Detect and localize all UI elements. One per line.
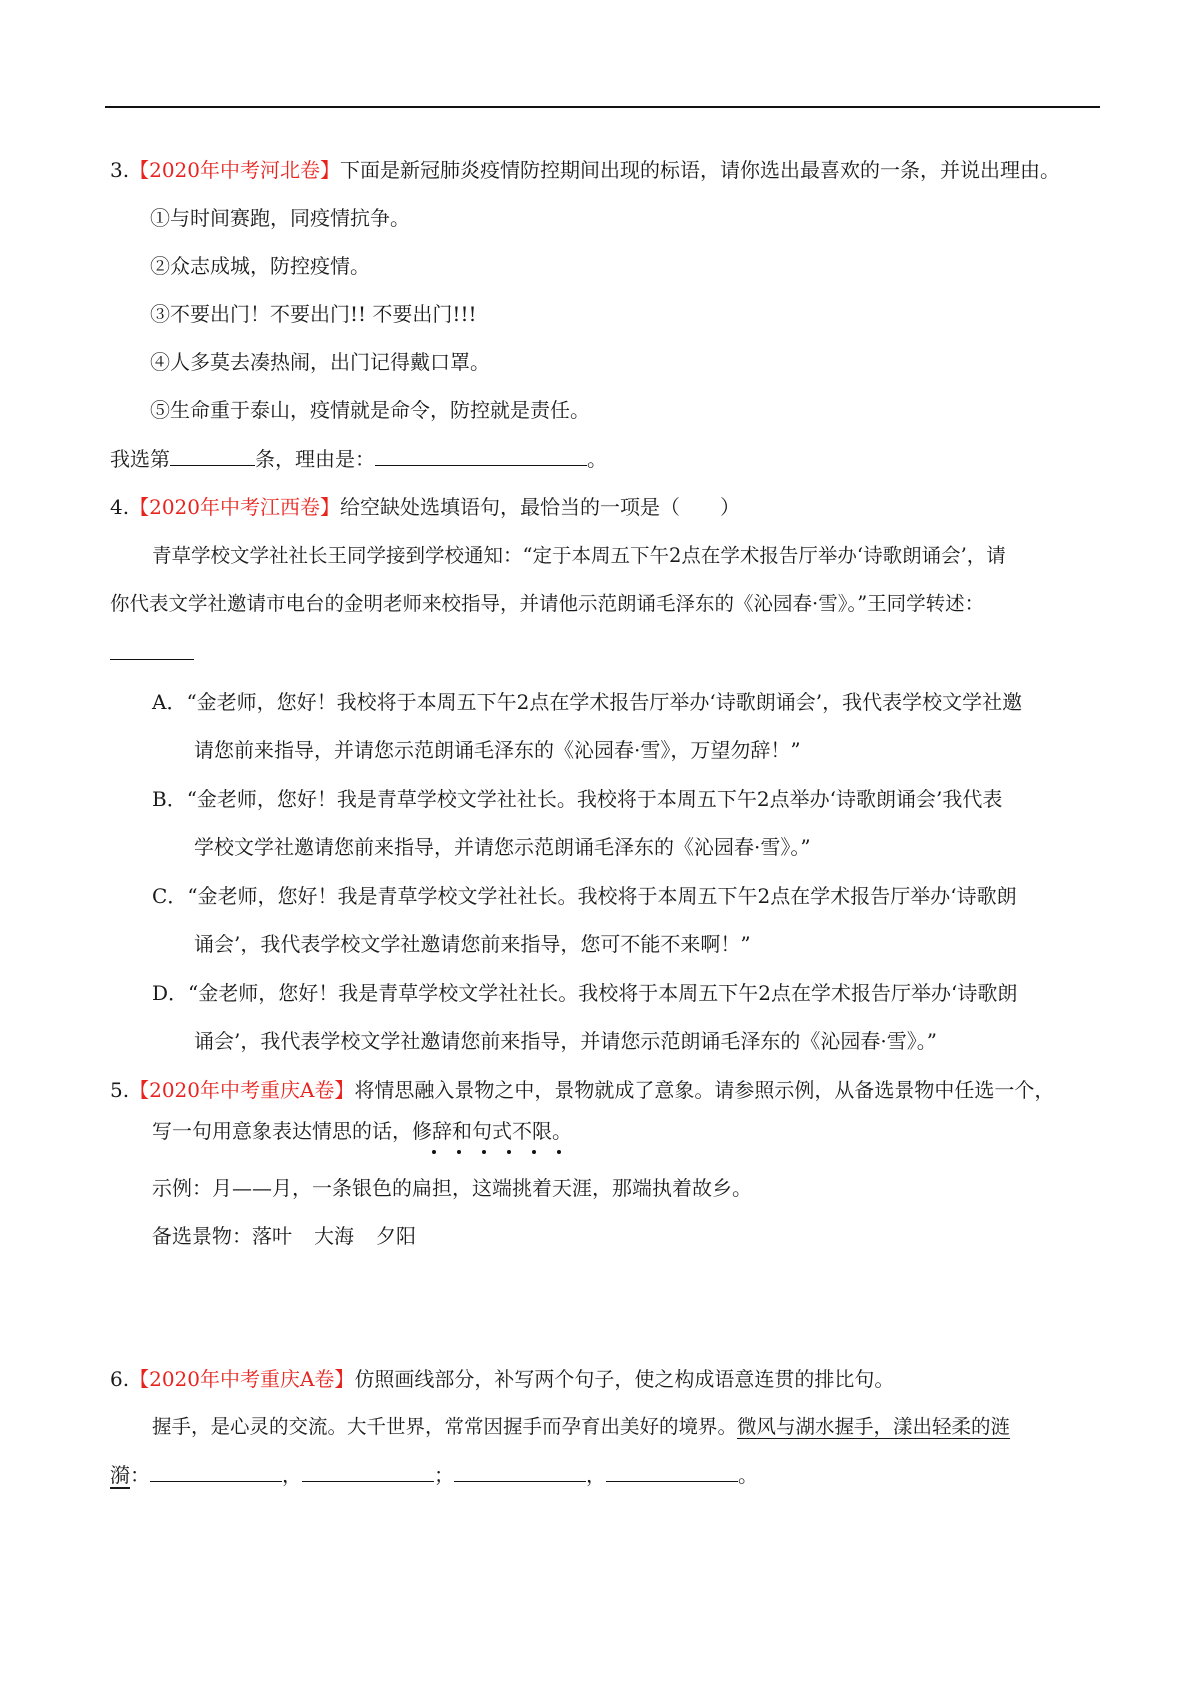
option-label: B．: [152, 787, 187, 811]
q4-option-b[interactable]: [152, 786, 1002, 812]
source-tag: 【2020年中考重庆A卷】: [129, 1078, 355, 1102]
q5-stem: [110, 1077, 1054, 1103]
answer-blank-3[interactable]: [454, 1463, 586, 1482]
q4-paragraph-line-2: 你代表文学社邀请市电台的金明老师来校指导，并请他示范朗诵毛泽东的《沁园春·雪》。”王同学转述：: [110, 592, 985, 615]
punctuation: ：: [130, 1463, 150, 1487]
choice-item: 落叶: [252, 1224, 292, 1248]
q4-option-c[interactable]: [152, 883, 1017, 909]
punctuation: ；: [434, 1463, 454, 1487]
option-text: “金老师，您好！我是青草学校文学社社长。我校将于本周五下午2点在学术报告厅举办‘诗歌朗: [188, 981, 1018, 1005]
answer-end: 。: [587, 447, 607, 471]
header-rule: [105, 106, 1100, 108]
question-number: 4.: [110, 495, 130, 519]
q6-stem: [110, 1366, 894, 1392]
q4-option-d-cont: 诵会’，我代表学校文学社邀请您前来指导，并请您示范朗诵毛泽东的《沁园春·雪》。”: [194, 1029, 937, 1053]
emphasis-dots: [432, 1139, 582, 1147]
choices-label: 备选景物：: [152, 1224, 252, 1248]
q3-answer-line: [110, 446, 607, 472]
q5-example: 示例：月——月，一条银色的扁担，这端挑着天涯，那端执着故乡。: [152, 1176, 752, 1200]
question-number: 3.: [110, 158, 130, 182]
source-tag: 【2020年中考重庆A卷】: [129, 1367, 355, 1391]
option-text: “金老师，您好！我是青草学校文学社社长。我校将于本周五下午2点举办‘诗歌朗诵会’我代表: [186, 787, 1003, 811]
q4-option-a[interactable]: [152, 689, 1022, 715]
option-label: A．: [152, 690, 187, 714]
question-number: 5.: [110, 1078, 130, 1102]
q3-item-2: ②众志成城，防控疫情。: [150, 254, 370, 278]
option-text: “金老师，您好！我是青草学校文学社社长。我校将于本周五下午2点在学术报告厅举办‘诗歌朗: [187, 884, 1017, 908]
q3-item-3: ③不要出门！不要出门!! 不要出门!!!: [150, 302, 477, 326]
answer-blank-2[interactable]: [302, 1463, 434, 1482]
choice-item: 大海: [314, 1224, 354, 1248]
q4-answer-blank[interactable]: [110, 641, 194, 660]
q5-choices: [152, 1223, 416, 1249]
q3-item-4: ④人多莫去凑热闹，出门记得戴口罩。: [150, 350, 490, 374]
q4-stem: [110, 494, 740, 520]
source-tag: 【2020年中考江西卷】: [129, 495, 340, 519]
punctuation: ，: [586, 1463, 606, 1487]
underlined-text: 微风与湖水握手，漾出轻柔的涟: [737, 1415, 1011, 1438]
q4-option-b-cont: 学校文学社邀请您前来指导，并请您示范朗诵毛泽东的《沁园春·雪》。”: [194, 835, 811, 859]
q3-stem: [110, 157, 1060, 183]
answer-prefix: 我选第: [110, 447, 170, 471]
answer-middle: 条，理由是：: [255, 447, 375, 471]
answer-blank-1[interactable]: [150, 1463, 282, 1482]
question-text: 将情思融入景物之中，景物就成了意象。请参照示例，从备选景物中任选一个，: [354, 1078, 1055, 1102]
punctuation: 。: [738, 1463, 758, 1487]
q4-paragraph-line-1: 青草学校文学社社长王同学接到学校通知：“定于本周五下午2点在学术报告厅举办‘诗歌朗诵会’，请: [152, 544, 1006, 567]
source-tag: 【2020年中考河北卷】: [129, 158, 340, 182]
q5-stem-cont: 写一句用意象表达情思的话，修辞和句式不限。: [152, 1119, 572, 1143]
answer-blank[interactable]: [170, 447, 255, 466]
paragraph-text: 握手，是心灵的交流。大千世界，常常因握手而孕育出美好的境界。: [152, 1415, 738, 1438]
q4-option-a-cont: 请您前来指导，并请您示范朗诵毛泽东的《沁园春·雪》，万望勿辞！”: [194, 738, 801, 762]
punctuation: ，: [282, 1463, 302, 1487]
question-number: 6.: [110, 1367, 130, 1391]
question-text: 下面是新冠肺炎疫情防控期间出现的标语，请你选出最喜欢的一条，并说出理由。: [340, 158, 1060, 182]
option-label: D．: [152, 981, 189, 1005]
q6-paragraph-line-1: [152, 1414, 1010, 1440]
q3-item-1: ①与时间赛跑，同疫情抗争。: [150, 206, 410, 230]
option-label: C．: [152, 884, 188, 908]
reason-blank[interactable]: [375, 447, 587, 466]
option-text: “金老师，您好！我校将于本周五下午2点在学术报告厅举办‘诗歌朗诵会’，我代表学校文学社邀: [186, 690, 1023, 714]
q4-option-c-cont: 诵会’，我代表学校文学社邀请您前来指导，您可不能不来啊！”: [194, 932, 751, 956]
answer-blank-4[interactable]: [606, 1463, 738, 1482]
q4-option-d[interactable]: [152, 980, 1017, 1006]
choice-item: 夕阳: [376, 1224, 416, 1248]
q3-item-5: ⑤生命重于泰山，疫情就是命令，防控就是责任。: [150, 398, 590, 422]
q6-answer-line: [110, 1462, 758, 1488]
question-text: 给空缺处选填语句，最恰当的一项是（ ）: [340, 495, 740, 519]
question-text: 仿照画线部分，补写两个句子，使之构成语意连贯的排比句。: [354, 1367, 895, 1391]
underlined-text: 漪: [110, 1463, 130, 1487]
